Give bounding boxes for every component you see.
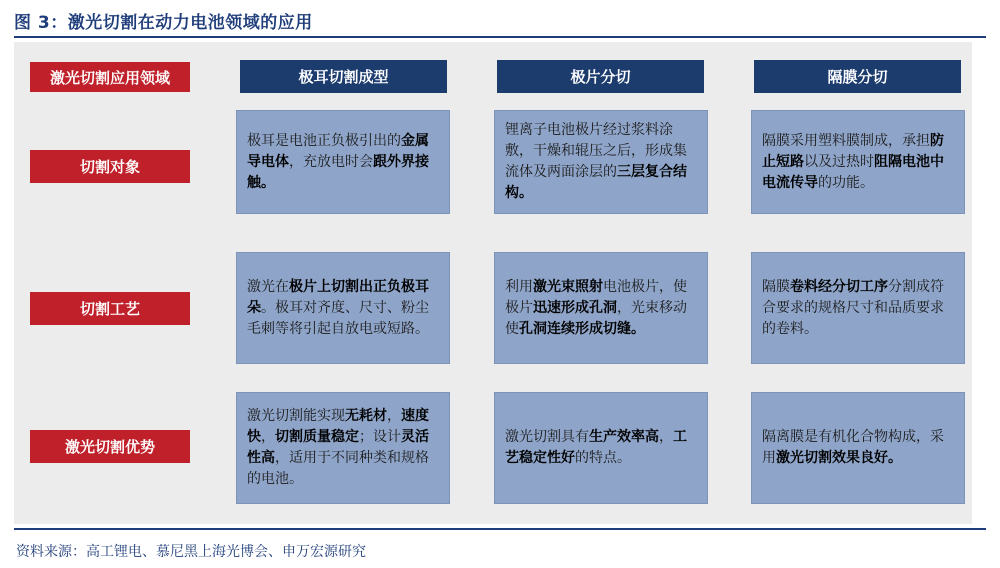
body-text: 的特点。	[575, 450, 631, 466]
cell-object-tab	[236, 110, 450, 214]
body-text: 极耳是电池正负极引出的	[247, 132, 401, 149]
emphasis-text: 极片上切割出正负极耳朵	[247, 278, 429, 316]
body-text: 分割成符合要求的规格尺寸和品质要求的卷料。	[762, 278, 944, 337]
body-text: ；设计	[359, 429, 401, 445]
emphasis-text: 金属导电体	[247, 132, 429, 170]
row-label-advantage: 激光切割优势	[30, 430, 190, 463]
body-text: ，	[261, 429, 275, 445]
row-label-process: 切割工艺	[30, 292, 190, 325]
body-text: 隔离膜是有机化合物构成，采用	[762, 429, 944, 466]
body-text: ，	[659, 429, 673, 445]
col-header-tab-cutting: 极耳切割成型	[240, 60, 447, 93]
cell-advantage-electrode	[494, 392, 708, 504]
row-header-label: 激光切割应用领域	[30, 62, 190, 92]
emphasis-text: 无耗材	[345, 408, 387, 424]
col-header-electrode-slitting: 极片分切	[497, 60, 704, 93]
body-text: 。极耳对齐度、尺寸、粉尘毛刺等将引起自放电或短路。	[247, 299, 429, 337]
emphasis-text: 生产效率高	[589, 429, 659, 445]
body-text: ，光束移动使	[505, 299, 687, 337]
emphasis-text: 灵活性高	[247, 429, 429, 466]
body-text: 隔膜	[762, 278, 790, 295]
cell-process-electrode	[494, 252, 708, 364]
body-text: 激光在	[247, 278, 289, 295]
row-label-object: 切割对象	[30, 150, 190, 183]
cell-object-separator	[751, 110, 965, 214]
source-note: 资料来源：高工锂电、慕尼黑上海光博会、申万宏源研究	[16, 544, 366, 560]
emphasis-text: 跟外界接触。	[247, 153, 429, 191]
cell-advantage-separator	[751, 392, 965, 504]
body-text: ，	[387, 408, 401, 424]
body-text: ，适用于不同种类和规格的电池。	[247, 450, 429, 487]
emphasis-text: 切割质量稳定	[275, 429, 359, 445]
body-text: 锂离子电池极片经过浆料涂敷，干燥和辊压之后，形成集流体及两面涂层的	[505, 122, 687, 180]
figure-title: 图 3：激光切割在动力电池领域的应用	[14, 13, 313, 33]
bottom-rule	[14, 528, 986, 530]
emphasis-text: 防止短路	[762, 132, 944, 170]
cell-process-tab	[236, 252, 450, 364]
emphasis-text: 卷料经分切工序	[790, 278, 888, 295]
emphasis-text: 激光束照射	[533, 278, 603, 295]
body-text: 隔膜采用塑料膜制成，承担	[762, 132, 930, 149]
emphasis-text: 激光切割效果良好。	[776, 450, 902, 466]
cell-advantage-tab	[236, 392, 450, 504]
body-text: 电池极片，使极片	[505, 278, 687, 316]
emphasis-text: 迅速形成孔洞	[533, 299, 617, 316]
emphasis-text: 工艺稳定性好	[505, 429, 687, 466]
body-text: 激光切割具有	[505, 429, 589, 445]
title-rule	[14, 36, 986, 38]
emphasis-text: 孔洞连续形成切缝。	[519, 320, 645, 337]
body-text: 以及过热时	[804, 153, 874, 170]
emphasis-text: 速度快	[247, 408, 429, 445]
emphasis-text: 三层复合结构。	[505, 164, 687, 201]
body-text: 利用	[505, 278, 533, 295]
cell-object-electrode	[494, 110, 708, 214]
col-header-separator-slitting: 隔膜分切	[754, 60, 961, 93]
body-text: 的功能。	[818, 174, 874, 191]
body-text: ，充放电时会	[289, 153, 373, 170]
cell-process-separator	[751, 252, 965, 364]
body-text: 激光切割能实现	[247, 408, 345, 424]
emphasis-text: 阻隔电池中电流传导	[762, 153, 944, 191]
